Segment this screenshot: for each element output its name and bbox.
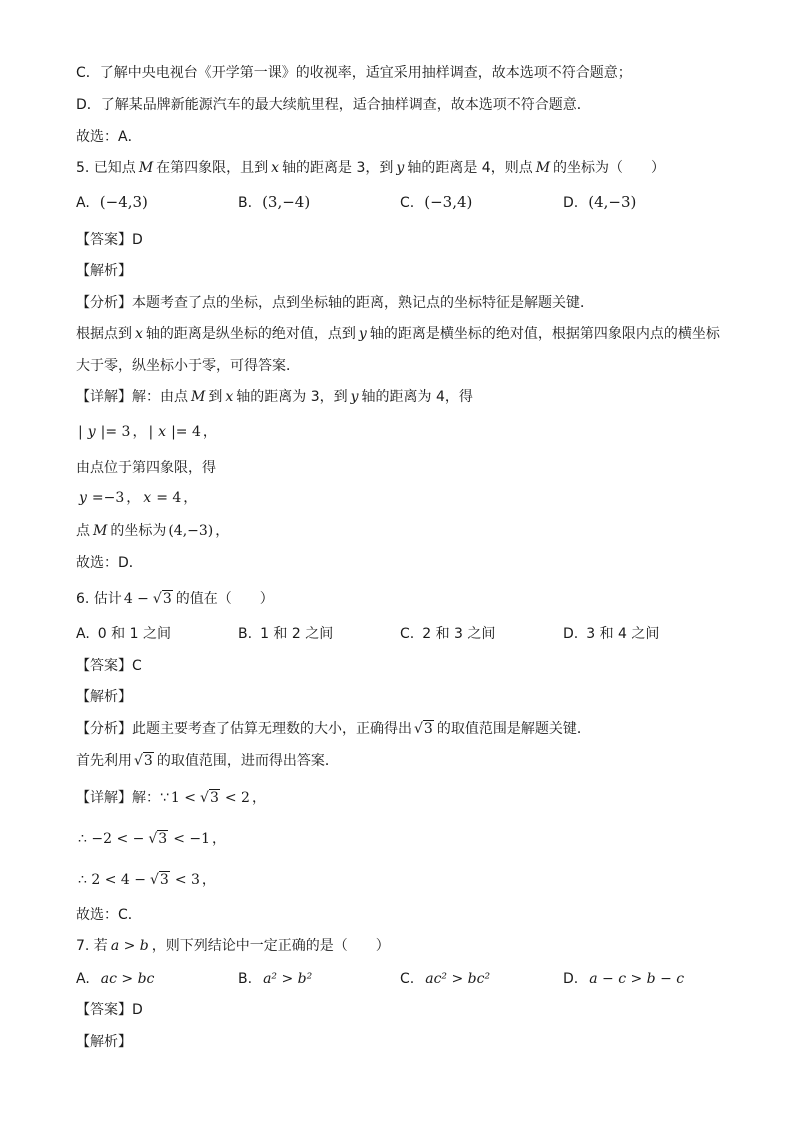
- option-value: 3 和 4 之间: [586, 626, 660, 642]
- math-var: x: [143, 490, 152, 506]
- math-var: x: [135, 326, 143, 342]
- text-segment: 轴的距离为 3，到: [236, 389, 348, 405]
- math-expr: (4,−3): [168, 523, 214, 539]
- math-expr: < 2: [224, 790, 250, 806]
- text-segment: 点: [76, 523, 90, 539]
- text-segment: ，: [201, 872, 216, 888]
- q7-answer: 【答案】D: [76, 1002, 143, 1018]
- q7-option-c: [400, 968, 493, 990]
- q6-step-3: [76, 869, 216, 891]
- math-symbol: |: [148, 424, 154, 440]
- q5-answer: 【答案】D: [76, 232, 143, 248]
- math-var: y: [79, 490, 87, 506]
- q5-quadrant-note: 由点位于第四象限，得: [76, 460, 216, 476]
- radicand: 3: [159, 872, 169, 888]
- math-expr: ∴ 2 < 4 −: [78, 872, 146, 888]
- option-letter: D.: [563, 626, 579, 642]
- math-expr: = 4: [156, 490, 182, 506]
- math-expr: =−3: [91, 490, 125, 506]
- text-segment: 的坐标为（ ）: [553, 160, 666, 176]
- q6-detail: [76, 787, 266, 809]
- math-expr: |= 4: [171, 424, 201, 440]
- text-segment: 轴的距离是纵坐标的绝对值，点到: [145, 326, 356, 342]
- option-letter: B.: [238, 971, 253, 987]
- option-value: 2 和 3 之间: [422, 626, 496, 642]
- text-segment: 在第四象限，且到: [156, 160, 269, 176]
- math-expr: 1 <: [170, 790, 197, 806]
- text-segment: 【详解】解：∵: [76, 790, 169, 806]
- text-segment: ，: [202, 424, 217, 440]
- option-letter: C.: [400, 626, 415, 642]
- sqrt-symbol: √: [134, 753, 143, 769]
- radicand: 3: [143, 753, 153, 769]
- option-letter: B.: [238, 626, 253, 642]
- option-value: (3,−4): [262, 193, 311, 211]
- math-symbol: |: [78, 424, 83, 440]
- radicand: 3: [209, 790, 219, 806]
- math-var: M: [93, 523, 108, 539]
- q5-choice: 故选：D．: [76, 555, 143, 571]
- radicand: 3: [158, 831, 168, 847]
- option-letter: B.: [238, 195, 253, 211]
- q6-analysis: [76, 718, 591, 740]
- option-value: (−4,3): [99, 193, 148, 211]
- option-letter: A.: [76, 195, 90, 211]
- q5-detail: [76, 386, 473, 408]
- q6-option-b: [238, 623, 333, 645]
- prev-option-c-explanation: C．了解中央电视台《开学第一课》的收视率，适宜采用抽样调查，故本选项不符合题意；: [76, 65, 632, 81]
- option-value: a − c > b − c: [589, 971, 685, 987]
- prev-option-d-explanation: D．了解某品牌新能源汽车的最大续航里程，适合抽样调查，故本选项不符合题意．: [76, 97, 591, 113]
- math-expr: 4 −: [123, 591, 149, 607]
- text-segment: ，: [183, 490, 198, 506]
- text-segment: 到: [208, 389, 223, 405]
- sqrt-symbol: √: [152, 591, 162, 607]
- math-expr: a > b: [110, 938, 149, 954]
- option-letter: C.: [400, 195, 415, 211]
- option-letter: A.: [76, 626, 90, 642]
- text-segment: ，: [215, 523, 230, 539]
- option-value: ac² > bc²: [425, 971, 491, 987]
- option-value: a² > b²: [263, 971, 313, 987]
- text-segment: 轴的距离是横坐标的绝对值，根据第四象限内点的横坐标: [369, 326, 720, 342]
- text-segment: ，: [132, 424, 147, 440]
- math-var: y: [358, 326, 367, 342]
- sqrt-symbol: √: [149, 872, 159, 888]
- text-segment: 【详解】解：由点: [76, 389, 188, 405]
- q5-option-a: [76, 191, 150, 214]
- text-segment: ，: [212, 831, 227, 847]
- math-var: M: [191, 389, 206, 405]
- text-segment: 轴的距离为 4，得: [361, 389, 473, 405]
- math-expr: < 3: [174, 872, 200, 888]
- radicand: 3: [162, 591, 172, 607]
- q6-option-d: [563, 623, 659, 645]
- math-expr: < −1: [173, 831, 211, 847]
- option-letter: D.: [563, 195, 579, 211]
- math-var: y: [87, 424, 96, 440]
- q5-option-b: [238, 191, 312, 214]
- text-segment: 的取值范围，进而得出答案．: [156, 753, 339, 769]
- q6-option-a: [76, 623, 171, 645]
- option-value: 1 和 2 之间: [260, 626, 334, 642]
- math-var: y: [396, 160, 405, 176]
- q5-coordinate-result: [76, 520, 229, 542]
- sqrt-symbol: √: [414, 721, 423, 737]
- text-segment: 根据点到: [76, 326, 132, 342]
- q6-options: [76, 623, 718, 647]
- math-var: x: [271, 160, 280, 176]
- q5-reason-line-1: [76, 323, 720, 345]
- q5-jiexi-heading: 【解析】: [76, 263, 132, 279]
- q5-stem: [76, 157, 665, 179]
- text-segment: 【分析】此题主要考查了估算无理数的大小，正确得出: [76, 721, 412, 737]
- sqrt-symbol: √: [148, 831, 158, 847]
- q5-reason-line-2: 大于零，纵坐标小于零，可得答案．: [76, 358, 300, 374]
- text-segment: ，则下列结论中一定正确的是（ ）: [151, 938, 390, 954]
- q5-equation-abs: [76, 421, 217, 443]
- q6-choice: 故选：C．: [76, 907, 142, 923]
- math-var: x: [158, 424, 167, 440]
- text-segment: 7. 若: [76, 938, 108, 954]
- q6-step-2: [76, 828, 226, 850]
- math-expr: |= 3: [100, 424, 131, 440]
- text-segment: 5. 已知点: [76, 160, 136, 176]
- math-var: x: [225, 389, 234, 405]
- text-segment: ，: [251, 790, 266, 806]
- q5-equation-values: [76, 487, 197, 509]
- prev-choice: 故选：A．: [76, 129, 142, 145]
- q7-option-b: [238, 968, 315, 990]
- q7-jiexi-heading: 【解析】: [76, 1034, 132, 1050]
- text-segment: 轴的距离是 3，到: [282, 160, 394, 176]
- option-value: (−3,4): [424, 193, 473, 211]
- text-segment: 轴的距离是 4，则点: [407, 160, 533, 176]
- q5-analysis: 【分析】本题考查了点的坐标，点到坐标轴的距离，熟记点的坐标特征是解题关键．: [76, 295, 594, 311]
- q5-options: [76, 191, 718, 215]
- q7-option-d: [563, 968, 687, 990]
- option-letter: A.: [76, 971, 90, 987]
- q7-option-a: [76, 968, 157, 990]
- text-segment: 首先利用: [76, 753, 132, 769]
- text-segment: 的值在（ ）: [175, 591, 274, 607]
- option-value: (4,−3): [588, 193, 637, 211]
- option-letter: D.: [563, 971, 579, 987]
- q5-option-c: [400, 191, 474, 214]
- text-segment: 的取值范围是解题关键．: [436, 721, 591, 737]
- text-segment: ，: [126, 490, 141, 506]
- math-expr: ∴ −2 < −: [78, 831, 145, 847]
- option-letter: C.: [400, 971, 415, 987]
- sqrt-symbol: √: [200, 790, 209, 806]
- math-var: M: [138, 160, 154, 176]
- text-segment: 6. 估计: [76, 591, 122, 607]
- q7-stem: [76, 935, 390, 957]
- q6-jiexi-heading: 【解析】: [76, 689, 132, 705]
- radicand: 3: [423, 721, 433, 737]
- option-value: ac > bc: [100, 971, 155, 987]
- math-var: y: [350, 389, 359, 405]
- q5-option-d: [563, 191, 638, 214]
- q6-stem: [76, 588, 274, 610]
- q6-answer: 【答案】C: [76, 658, 142, 674]
- option-value: 0 和 1 之间: [97, 626, 171, 642]
- text-segment: 的坐标为: [110, 523, 167, 539]
- math-var: M: [535, 160, 551, 176]
- q6-method: [76, 750, 339, 772]
- q6-option-c: [400, 623, 495, 645]
- q7-options: [76, 968, 718, 992]
